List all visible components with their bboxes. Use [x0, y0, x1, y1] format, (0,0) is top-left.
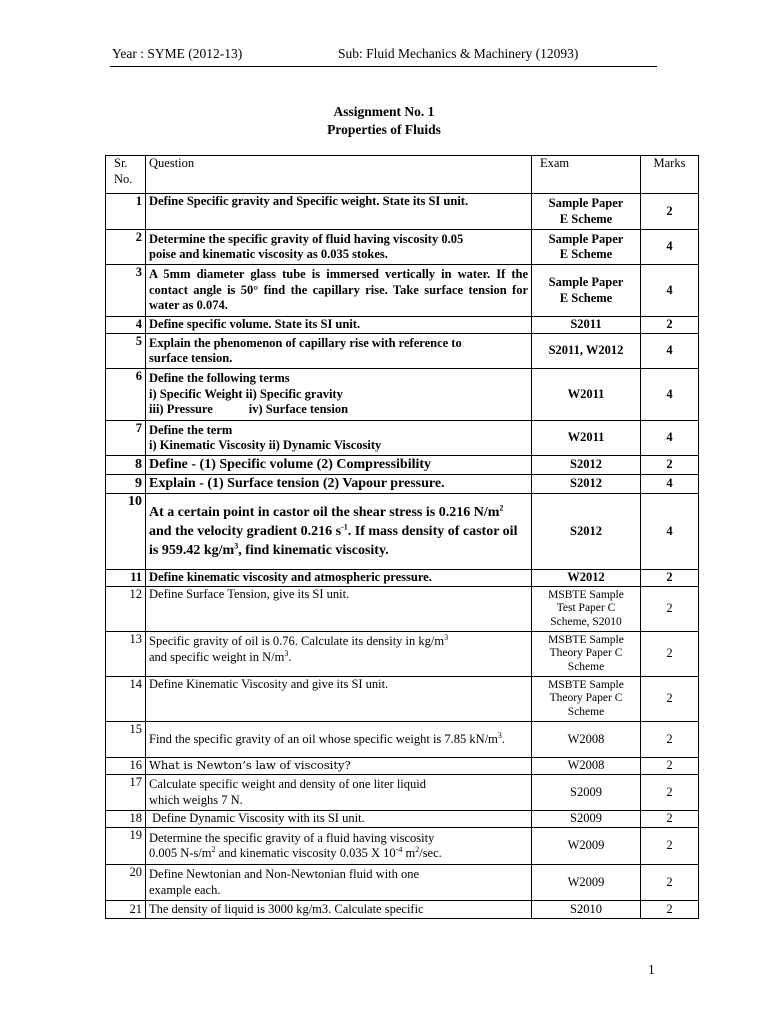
- sr-cell: 19: [106, 828, 146, 865]
- table-row: [106, 369, 699, 421]
- exam-cell: S2011, W2012: [532, 334, 641, 369]
- table-row: [106, 775, 699, 811]
- question-cell: At a certain point in castor oil the shear stress is 0.216 $N/m^2$ and the velocity gradient 0.216 $s^{-1}$. If mass density of castor oil is 959.42 $kg/m^3$, find kinematic viscosity.: [146, 494, 532, 570]
- table-row: [106, 265, 699, 317]
- exam-cell: W2011: [532, 369, 641, 421]
- table-row: [106, 456, 699, 475]
- page-number: 1: [648, 962, 655, 977]
- exam-cell: W2012: [532, 570, 641, 587]
- question-cell: The density of liquid is 3000 kg/m3. Calculate specific: [146, 901, 532, 919]
- marks-cell: 4: [641, 334, 699, 369]
- header-question: Question: [146, 156, 532, 194]
- exam-cell: MSBTE Sample Theory Paper C Scheme: [532, 677, 641, 722]
- marks-cell: 2: [641, 194, 699, 230]
- exam-cell: S2012: [532, 475, 641, 494]
- exam-cell: MSBTE Sample Theory Paper C Scheme: [532, 632, 641, 677]
- table-row: [106, 230, 699, 265]
- table-row: [106, 632, 699, 677]
- header-divider: [110, 66, 657, 67]
- exam-cell: MSBTE Sample Test Paper C Scheme, S2010: [532, 587, 641, 632]
- sr-cell: 11: [106, 570, 146, 587]
- question-cell: Define the term i) Kinematic Viscosity ii) Dynamic Viscosity: [146, 421, 532, 456]
- table-header-row: [106, 156, 699, 194]
- exam-cell: W2008: [532, 722, 641, 758]
- table-row: [106, 570, 699, 587]
- sr-cell: 1: [106, 194, 146, 230]
- table-row: [106, 317, 699, 334]
- sr-cell: 7: [106, 421, 146, 456]
- marks-cell: 4: [641, 369, 699, 421]
- sr-cell: 21: [106, 901, 146, 919]
- question-cell: Define kinematic viscosity and atmospheric pressure.: [146, 570, 532, 587]
- sr-cell: 3: [106, 265, 146, 317]
- marks-cell: 2: [641, 456, 699, 475]
- table-row: [106, 334, 699, 369]
- table-row: [106, 901, 699, 919]
- header-exam: Exam: [532, 156, 641, 194]
- question-cell: Define the following terms i) Specific Weight ii) Specific gravity iii) Pressure iv) Surface tension: [146, 369, 532, 421]
- sr-cell: 9: [106, 475, 146, 494]
- exam-cell: W2008: [532, 758, 641, 775]
- table-row: [106, 494, 699, 570]
- sr-cell: 10: [106, 494, 146, 570]
- exam-cell: S2012: [532, 456, 641, 475]
- question-cell: Define - (1) Specific volume (2) Compressibility: [146, 456, 532, 475]
- question-cell: Define Kinematic Viscosity and give its SI unit.: [146, 677, 532, 722]
- header-subject: Sub: Fluid Mechanics & Machinery (12093): [338, 46, 579, 61]
- marks-cell: 2: [641, 570, 699, 587]
- exam-cell: W2009: [532, 828, 641, 865]
- marks-cell: 2: [641, 758, 699, 775]
- question-cell: Define Dynamic Viscosity with its SI unit.: [146, 811, 532, 828]
- question-cell: Specific gravity of oil is 0.76. Calculate its density in $kg/m^3$ and specific weight in $N/m^3$.: [146, 632, 532, 677]
- question-cell: Explain - (1) Surface tension (2) Vapour pressure.: [146, 475, 532, 494]
- marks-cell: 2: [641, 865, 699, 901]
- exam-cell: Sample Paper E Scheme: [532, 265, 641, 317]
- question-cell: Explain the phenomenon of capillary rise with reference to surface tension.: [146, 334, 532, 369]
- marks-cell: 4: [641, 421, 699, 456]
- table-row: [106, 758, 699, 775]
- table-row: [106, 475, 699, 494]
- question-cell: Determine the specific gravity of a fluid having viscosity 0.005 $N-s/m^2$ and kinematic viscosity 0.035 X $10^{-4}$ $m^2/\sec$.: [146, 828, 532, 865]
- table-row: [106, 194, 699, 230]
- header-sr: Sr. No.: [106, 156, 146, 194]
- table-row: [106, 677, 699, 722]
- sr-cell: 14: [106, 677, 146, 722]
- marks-cell: 4: [641, 265, 699, 317]
- marks-cell: 2: [641, 811, 699, 828]
- table-row: [106, 722, 699, 758]
- sr-cell: 4: [106, 317, 146, 334]
- exam-cell: S2009: [532, 775, 641, 811]
- header-marks: Marks: [641, 156, 699, 194]
- sr-cell: 18: [106, 811, 146, 828]
- question-cell: What is Newton’s law of viscosity?: [146, 758, 532, 775]
- exam-cell: S2009: [532, 811, 641, 828]
- sr-cell: 2: [106, 230, 146, 265]
- marks-cell: 2: [641, 775, 699, 811]
- table-row: [106, 421, 699, 456]
- sr-cell: 13: [106, 632, 146, 677]
- marks-cell: 2: [641, 828, 699, 865]
- question-cell: Determine the specific gravity of fluid having viscosity 0.05 poise and kinematic viscosity as 0.035 stokes.: [146, 230, 532, 265]
- question-cell: Define Newtonian and Non-Newtonian fluid with one example each.: [146, 865, 532, 901]
- marks-cell: 2: [641, 722, 699, 758]
- sr-cell: 16: [106, 758, 146, 775]
- sr-cell: 15: [106, 722, 146, 758]
- sr-cell: 20: [106, 865, 146, 901]
- question-cell: Define Surface Tension, give its SI unit.: [146, 587, 532, 632]
- table-row: [106, 811, 699, 828]
- sr-cell: 12: [106, 587, 146, 632]
- assignment-title: Assignment No. 1: [333, 104, 435, 119]
- exam-cell: S2011: [532, 317, 641, 334]
- marks-cell: 2: [641, 587, 699, 632]
- question-cell: Find the specific gravity of an oil whose specific weight is 7.85 $kN/m^3$.: [146, 722, 532, 758]
- marks-cell: 2: [641, 901, 699, 919]
- marks-cell: 4: [641, 230, 699, 265]
- table-row: [106, 587, 699, 632]
- sr-cell: 5: [106, 334, 146, 369]
- exam-cell: Sample Paper E Scheme: [532, 230, 641, 265]
- marks-cell: 2: [641, 677, 699, 722]
- table-row: [106, 865, 699, 901]
- sr-cell: 8: [106, 456, 146, 475]
- marks-cell: 4: [641, 494, 699, 570]
- table-row: [106, 828, 699, 865]
- sr-cell: 17: [106, 775, 146, 811]
- header-year: Year : SYME (2012-13): [112, 46, 243, 61]
- exam-cell: S2012: [532, 494, 641, 570]
- question-cell: Define Specific gravity and Specific weight. State its SI unit.: [146, 194, 532, 230]
- marks-cell: 2: [641, 317, 699, 334]
- exam-cell: W2009: [532, 865, 641, 901]
- questions-table: [105, 155, 699, 919]
- marks-cell: 2: [641, 632, 699, 677]
- sr-cell: 6: [106, 369, 146, 421]
- question-cell: Calculate specific weight and density of one liter liquid which weighs 7 N.: [146, 775, 532, 811]
- assignment-subtitle: Properties of Fluids: [327, 122, 441, 137]
- question-cell: A 5mm diameter glass tube is immersed vertically in water. If the contact angle is 50° find the capillary rise. Take surface tension for water as 0.074.: [146, 265, 532, 317]
- question-cell: Define specific volume. State its SI unit.: [146, 317, 532, 334]
- exam-cell: W2011: [532, 421, 641, 456]
- marks-cell: 4: [641, 475, 699, 494]
- exam-cell: Sample Paper E Scheme: [532, 194, 641, 230]
- exam-cell: S2010: [532, 901, 641, 919]
